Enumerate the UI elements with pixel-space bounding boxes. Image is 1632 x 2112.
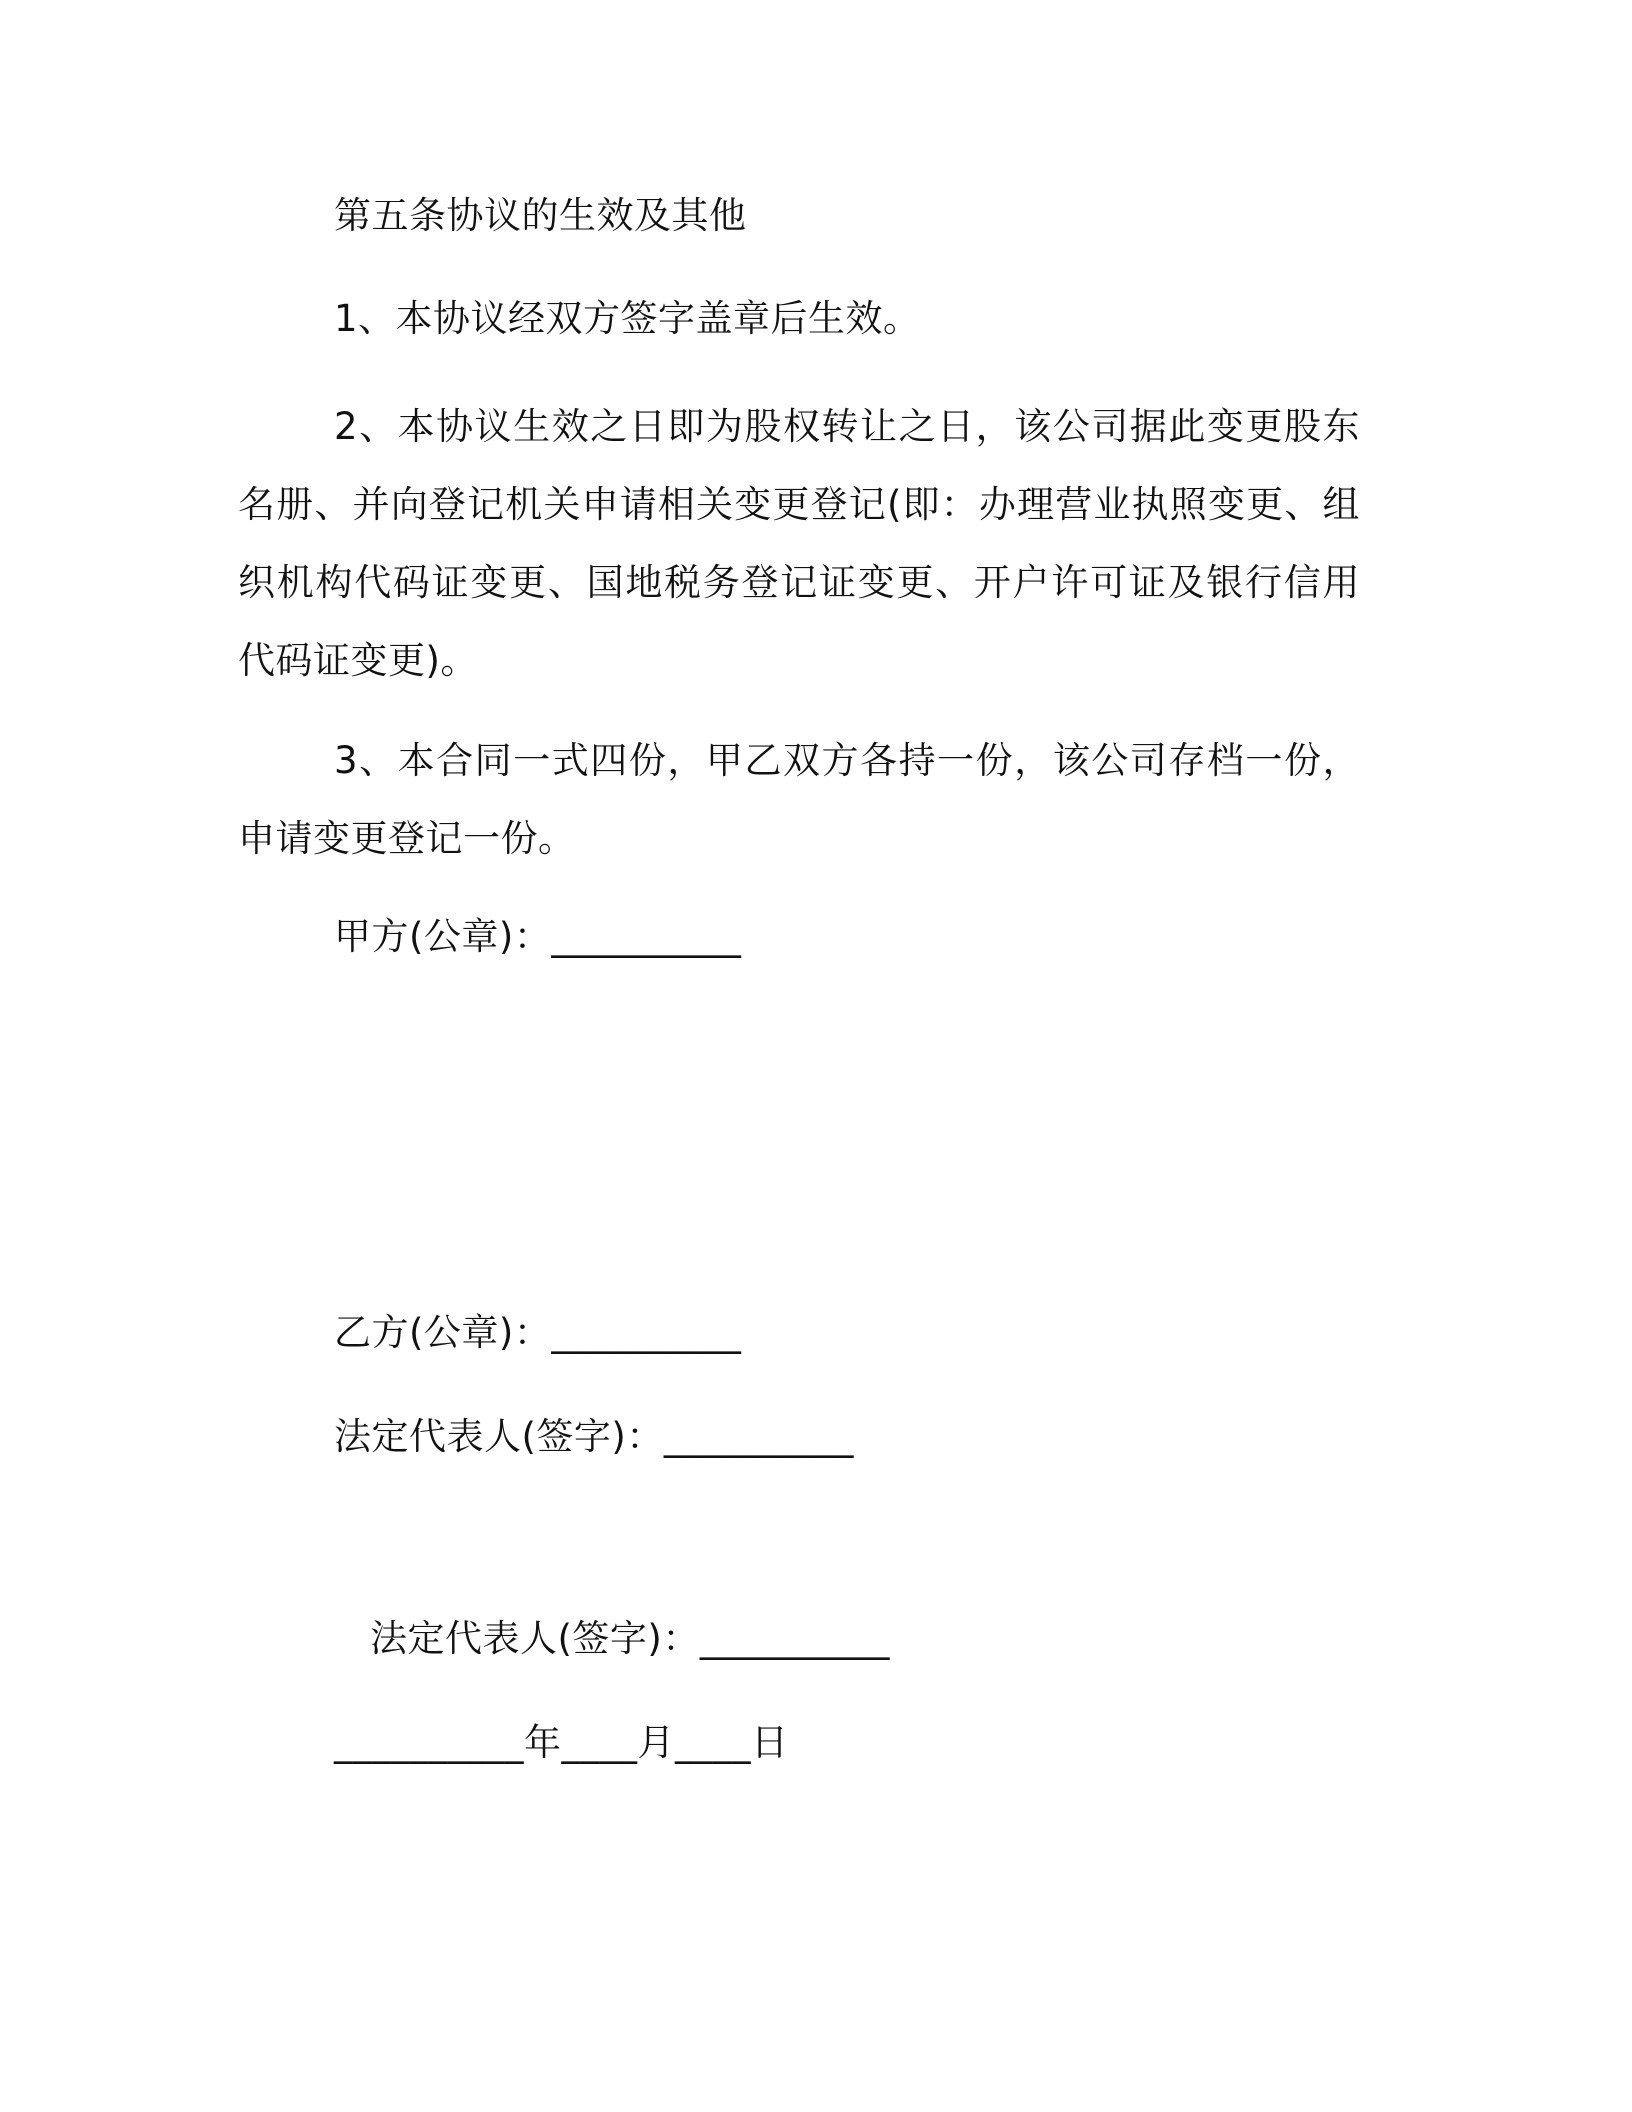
legal-representative-signature-line-2: 法定代表人(签字)：__________	[370, 1617, 890, 1660]
party-b-seal-line: 乙方(公章)：__________	[334, 1311, 742, 1354]
party-a-seal-line: 甲方(公章)：__________	[334, 915, 742, 958]
clause-1: 1、本协议经双方签字盖章后生效。	[334, 297, 921, 340]
section-heading: 第五条协议的生效及其他	[334, 194, 747, 237]
date-line: __________年____月____日	[334, 1721, 789, 1764]
clause-2: 2、本协议生效之日即为股权转让之日，该公司据此变更股东名册、并向登记机关申请相关变更登记(即：办理营业执照变更、组织机构代码证变更、国地税务登记证变更、开户许可证及银行信用代码证变更)。	[238, 405, 1360, 682]
clause-3: 3、本合同一式四份，甲乙双方各持一份，该公司存档一份，申请变更登记一份。	[238, 739, 1360, 860]
legal-representative-signature-line-1: 法定代表人(签字)：__________	[334, 1415, 854, 1458]
